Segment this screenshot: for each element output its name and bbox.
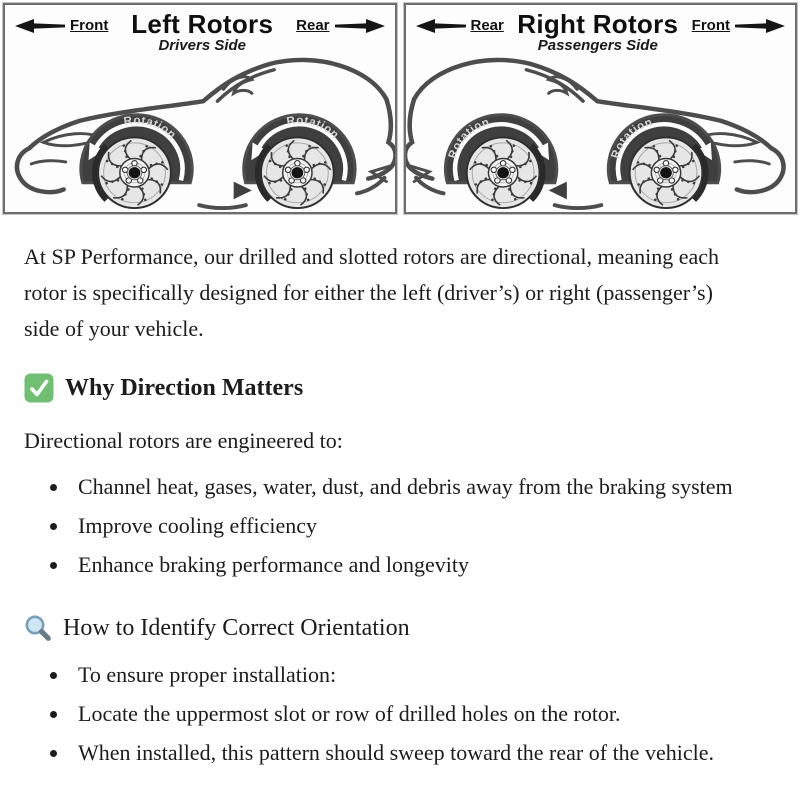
rear-direction-right-panel	[416, 17, 504, 34]
rotation-label-front: Rotation	[122, 114, 179, 142]
direction-label: Front	[691, 17, 730, 34]
panel-subtitle: Drivers Side	[158, 37, 246, 55]
section-lead: Directional rotors are engineered to:	[24, 428, 343, 453]
left-rotors-panel	[3, 3, 397, 214]
panel-subtitle: Passengers Side	[537, 37, 658, 55]
right-panel-titles	[517, 11, 678, 54]
arrow-right-icon	[733, 18, 785, 34]
right-panel-header	[406, 11, 796, 54]
left-panel-header	[5, 11, 395, 54]
direction-label: Front	[70, 17, 109, 34]
left-panel-titles	[131, 11, 273, 54]
rear-direction-left-panel	[296, 17, 384, 34]
section-title: How to Identify Correct Orientation	[63, 615, 410, 641]
intro-paragraph: At SP Performance, our drilled and slotted rotors are directional, meaning each rotor is specifically designed for either the left (driver’s) or right (passenger’s) side of your vehicle.	[24, 244, 720, 341]
rotation-label-front: Rotation	[609, 116, 654, 161]
front-direction-right-panel	[692, 17, 785, 34]
panel-title: Right Rotors	[517, 9, 679, 39]
article-body	[0, 214, 800, 771]
panel-title: Left Rotors	[131, 9, 274, 39]
section-heading-identify-orientation	[24, 611, 774, 645]
direction-label: Rear	[470, 17, 504, 34]
arrow-left-icon	[416, 18, 468, 34]
list-item: • Enhance braking performance and longevity	[70, 547, 770, 583]
list-item: • When installed, this pattern should sweep toward the rear of the vehicle.	[70, 735, 770, 771]
rotation-label-rear: Rotation	[446, 116, 491, 161]
front-direction-left-panel	[15, 17, 108, 34]
orientation-list	[24, 657, 770, 771]
right-rotors-panel	[404, 3, 798, 214]
list-item: • Channel heat, gases, water, dust, and debris away from the braking system	[70, 469, 770, 505]
benefits-list	[24, 469, 770, 583]
list-item: • Improve cooling efficiency	[70, 508, 770, 544]
arrow-right-icon	[333, 18, 385, 34]
rotor-direction-figure	[0, 0, 800, 214]
section-title: Why Direction Matters	[65, 375, 304, 401]
arrow-left-icon	[15, 18, 67, 34]
list-item: • To ensure proper installation:	[70, 657, 770, 693]
magnifying-glass-icon	[24, 614, 52, 642]
direction-label: Rear	[296, 17, 330, 34]
list-item: • Locate the uppermost slot or row of drilled holes on the rotor.	[70, 696, 770, 732]
check-mark-icon	[24, 373, 54, 403]
section-heading-why-direction-matters	[24, 371, 774, 405]
rotation-label-rear: Rotation	[285, 114, 342, 142]
